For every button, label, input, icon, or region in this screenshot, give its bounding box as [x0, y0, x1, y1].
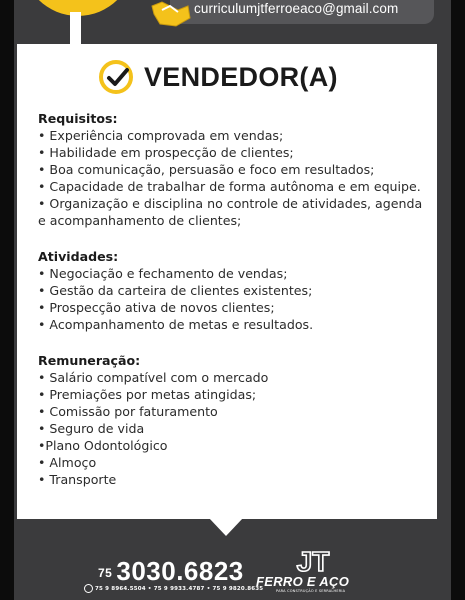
- whatsapp-numbers-row: [84, 584, 263, 593]
- list-item: • Acompanhamento de metas e resultados.: [38, 317, 314, 332]
- job-title-row: [84, 60, 374, 96]
- right-border: [451, 0, 465, 600]
- checkmark-icon: [105, 65, 131, 91]
- check-circle-icon: [99, 60, 133, 94]
- section-title: Requisitos:: [38, 111, 118, 126]
- list-item: • Premiações por metas atingidas;: [38, 387, 257, 402]
- list-item: • Boa comunicação, persuasão e foco em resultados;: [38, 162, 375, 177]
- list-item: • Prospecção ativa de novos clientes;: [38, 300, 275, 315]
- list-item: • Seguro de vida: [38, 421, 145, 436]
- email-link[interactable]: curriculumjtferroeaco@gmail.com: [194, 1, 399, 16]
- brand-tagline: PARA CONSTRUÇÃO E SERRALHERIA: [276, 589, 346, 593]
- list-item: • Organização e disciplina no controle de atividades, agenda e acompanhamento de clientes;: [38, 196, 423, 228]
- job-title: VENDEDOR(A): [144, 62, 338, 92]
- list-item: • Salário compatível com o mercado: [38, 370, 269, 385]
- decorative-stem: [70, 12, 81, 48]
- hand-icon: [148, 0, 192, 30]
- list-item: • Negociação e fechamento de vendas;: [38, 266, 288, 281]
- section-title: Remuneração:: [38, 353, 141, 368]
- section-title: Atividades:: [38, 249, 119, 264]
- list-item: • Comissão por faturamento: [38, 404, 218, 419]
- card-pointer: [209, 518, 243, 536]
- brand-name: FERRO E AÇO: [256, 574, 350, 589]
- phone-number: 3030.6823: [116, 556, 244, 586]
- list-item: • Habilidade em prospecção de clientes;: [38, 145, 294, 160]
- activities-section: [38, 248, 428, 333]
- whatsapp-icon: [84, 584, 93, 593]
- list-item: • Experiência comprovada em vendas;: [38, 128, 284, 143]
- company-logo: [293, 546, 333, 576]
- list-item: • Gestão da carteira de clientes existentes;: [38, 283, 313, 298]
- list-item: • Transporte: [38, 472, 117, 487]
- requirements-section: [38, 110, 428, 229]
- left-border: [0, 0, 14, 600]
- list-item: • Almoço: [38, 455, 97, 470]
- list-item: • Capacidade de trabalhar de forma autônoma e em equipe.: [38, 179, 421, 194]
- whatsapp-numbers: 75 9 8964.5504 • 75 9 9933.4787 • 75 9 9820.8635: [95, 586, 264, 592]
- compensation-section: [38, 352, 428, 488]
- area-code: 75: [98, 566, 113, 581]
- list-item: •Plano Odontológico: [38, 438, 168, 453]
- logo-letters: JT: [296, 546, 330, 576]
- main-phone[interactable]: [98, 556, 244, 587]
- job-description: [38, 110, 428, 507]
